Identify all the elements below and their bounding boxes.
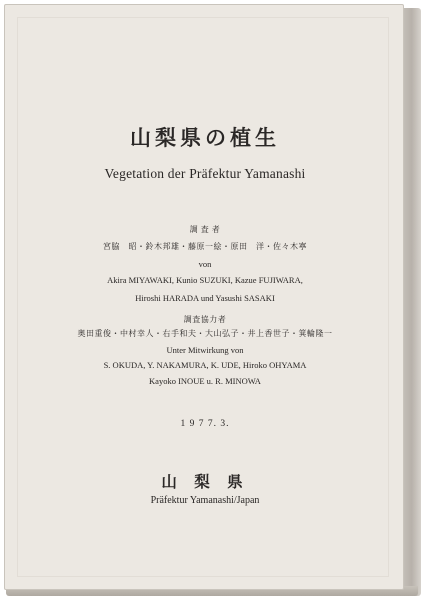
unter-mitwirkung-label: Unter Mitwirkung von (166, 345, 244, 355)
surveyors-names-german-line1: Akira MIYAWAKI, Kunio SUZUKI, Kazue FUJIWARA, (107, 275, 303, 285)
collaborators-label: 調査協力者 (183, 315, 227, 324)
title-german: Vegetation der Präfektur Yamanashi (104, 166, 306, 181)
collaborators-names-japanese: 奥田重俊・中村幸人・右手和夫・大山弘子・井上香世子・箕輪隆一 (77, 329, 333, 338)
title-japanese: 山梨県の植生 (130, 125, 280, 150)
surveyors-names-japanese: 宮脇 昭・鈴木邦雄・藤原一絵・原田 洋・佐々木寧 (103, 242, 307, 251)
collaborators-names-german-line2: Kayoko INOUE u. R. MINOWA (149, 376, 261, 386)
book-cover (4, 4, 404, 590)
von-label: von (198, 259, 212, 269)
publisher-japanese: 山 梨 県 (161, 472, 249, 491)
surveyors-label: 調 査 者 (189, 225, 221, 234)
publication-date: 1 9 7 7. 3. (180, 419, 230, 429)
surveyors-names-german-line2: Hiroshi HARADA und Yasushi SASAKI (135, 293, 275, 303)
publisher-german: Präfektur Yamanashi/Japan (150, 495, 260, 506)
collaborators-names-german-line1: S. OKUDA, Y. NAKAMURA, K. UDE, Hiroko OHYAMA (103, 360, 307, 370)
